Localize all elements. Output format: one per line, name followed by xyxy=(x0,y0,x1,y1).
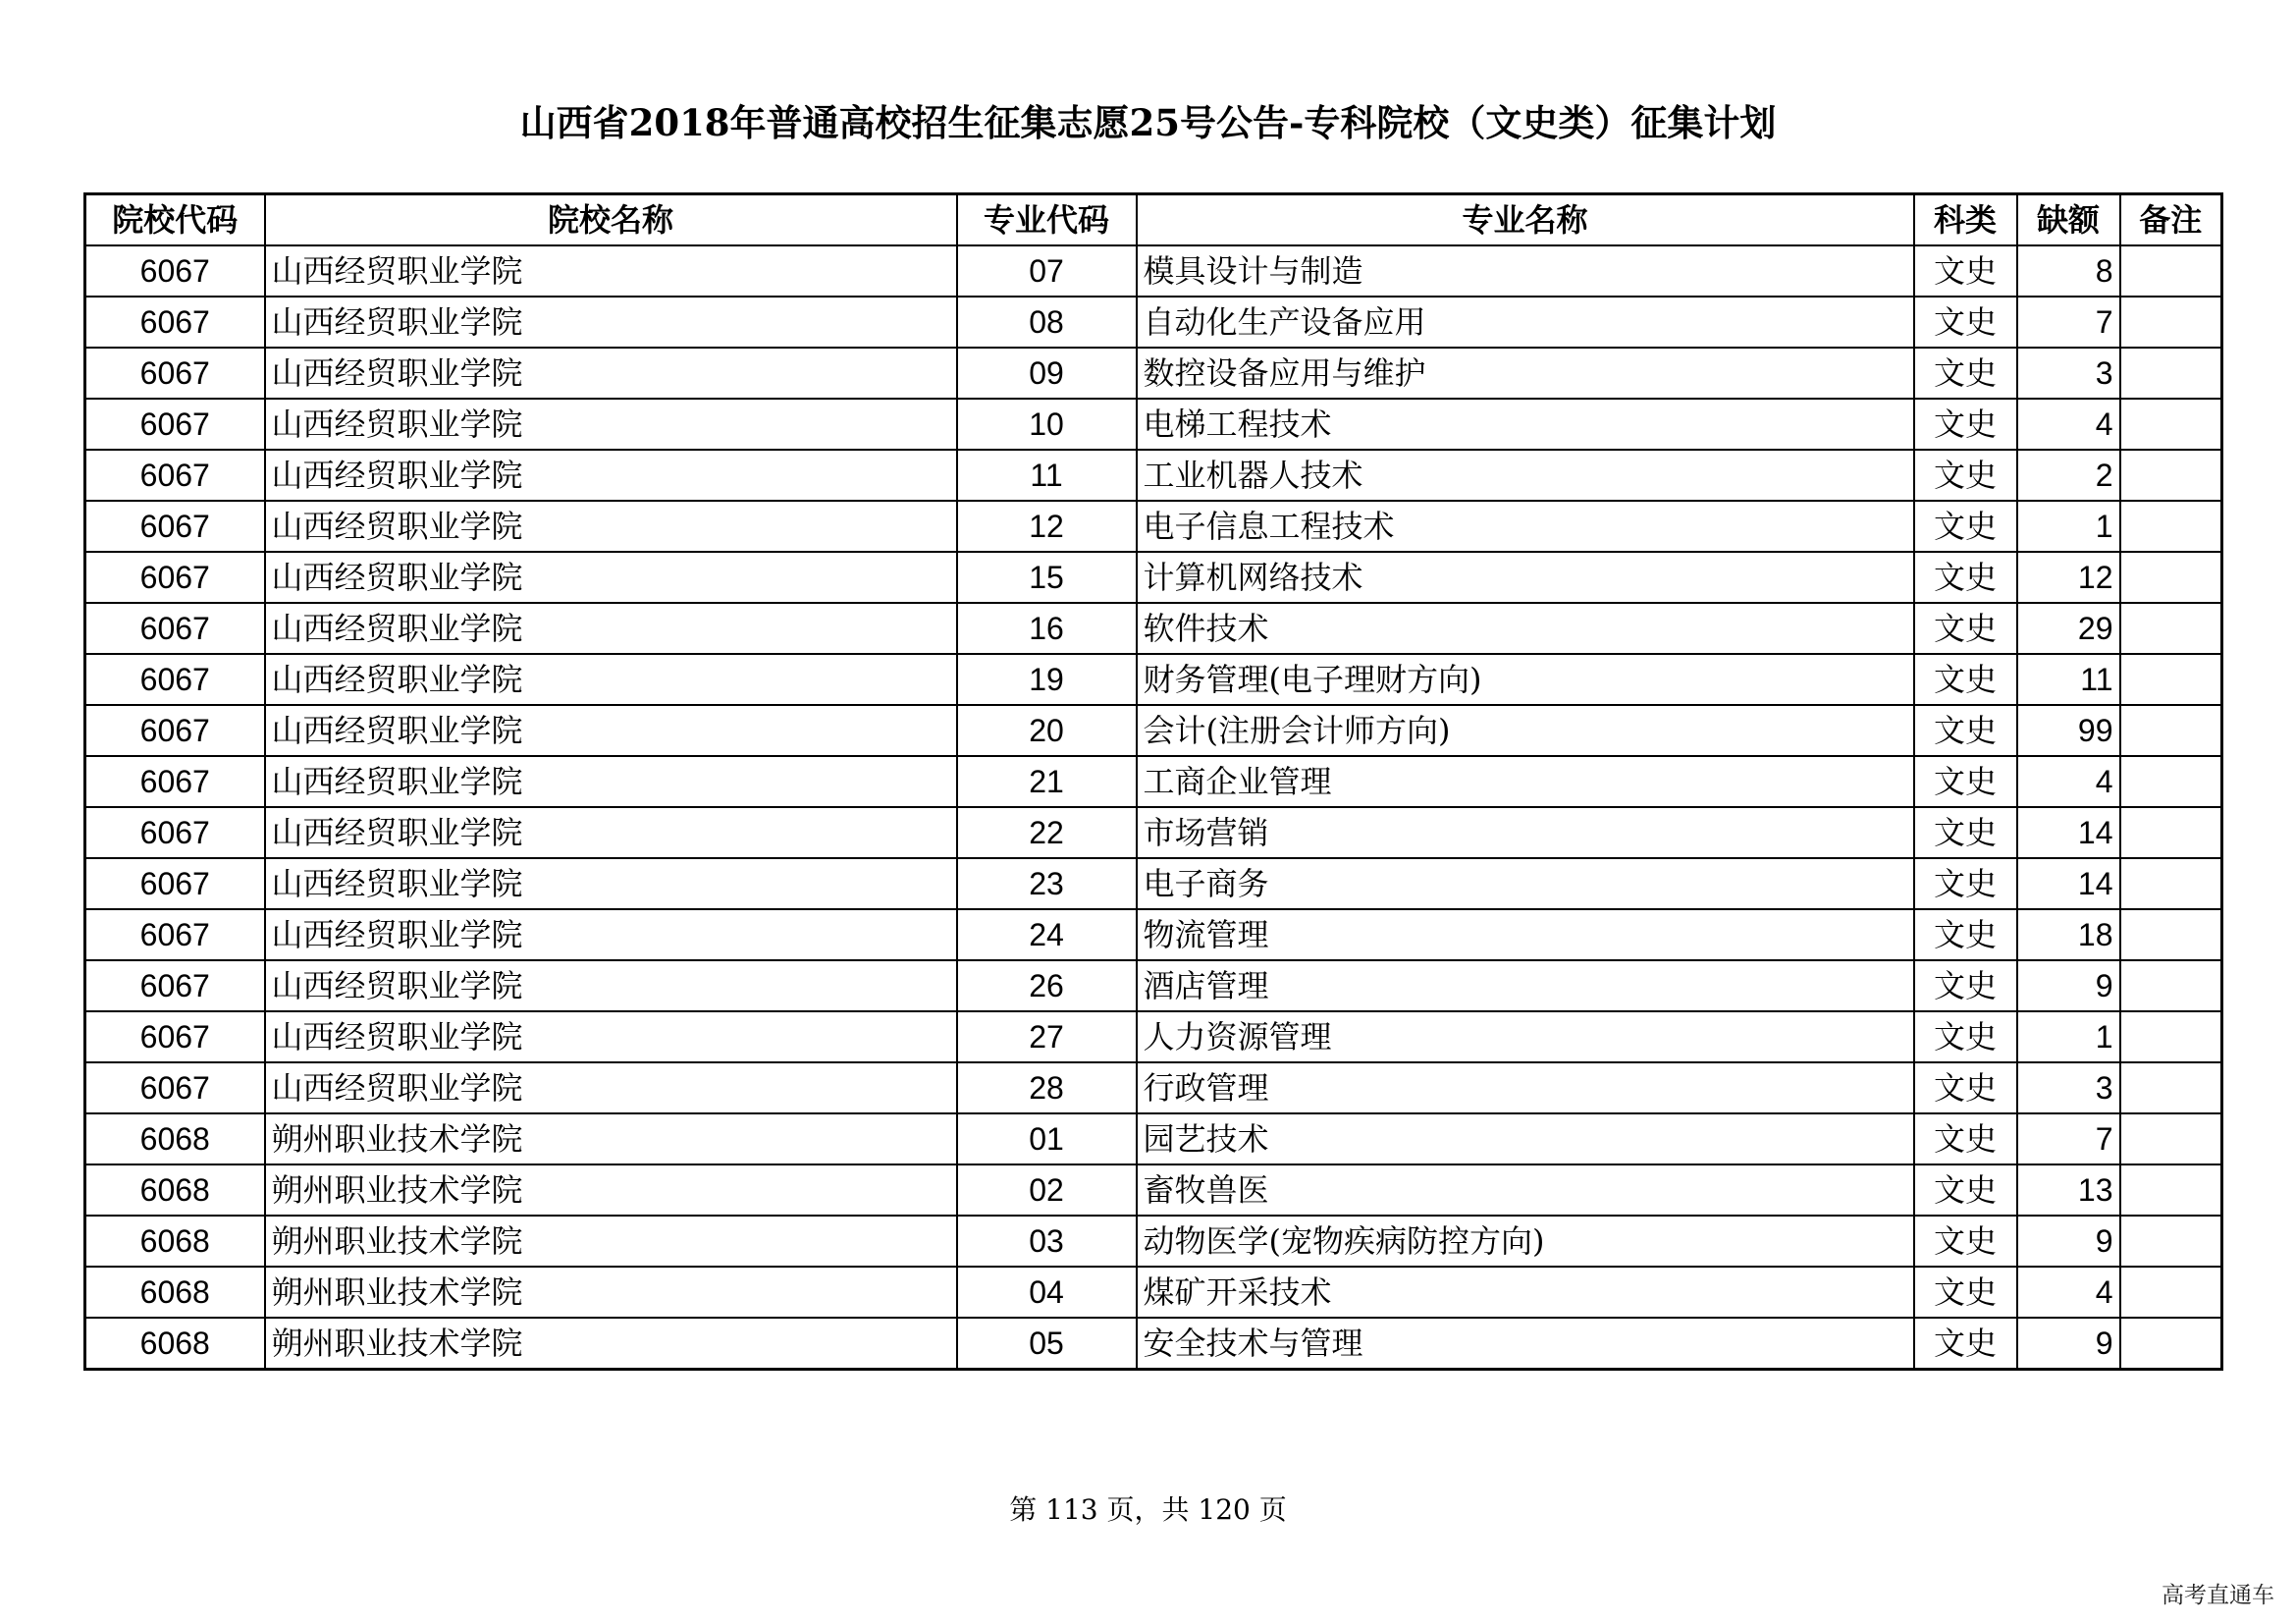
header-school-code: 院校代码 xyxy=(85,194,265,246)
cell-quota: 4 xyxy=(2017,399,2120,450)
cell-note xyxy=(2120,1318,2222,1370)
cell-quota: 1 xyxy=(2017,501,2120,552)
cell-quota: 9 xyxy=(2017,960,2120,1011)
table-row xyxy=(85,450,2222,501)
cell-school-name: 山西经贸职业学院 xyxy=(265,756,957,807)
plan-table xyxy=(83,192,2223,1371)
cell-school-name: 山西经贸职业学院 xyxy=(265,960,957,1011)
cell-quota: 3 xyxy=(2017,1062,2120,1113)
cell-major-code: 07 xyxy=(957,245,1137,297)
cell-school-name: 山西经贸职业学院 xyxy=(265,909,957,960)
cell-category: 文史 xyxy=(1914,501,2017,552)
cell-quota: 9 xyxy=(2017,1216,2120,1267)
cell-note xyxy=(2120,603,2222,654)
cell-school-code: 6067 xyxy=(85,960,265,1011)
cell-school-name: 山西经贸职业学院 xyxy=(265,348,957,399)
cell-category: 文史 xyxy=(1914,705,2017,756)
cell-major-name: 物流管理 xyxy=(1137,909,1914,960)
table-header-row xyxy=(85,194,2222,246)
cell-school-name: 山西经贸职业学院 xyxy=(265,245,957,297)
cell-category: 文史 xyxy=(1914,1318,2017,1370)
cell-school-code: 6067 xyxy=(85,245,265,297)
table-row xyxy=(85,245,2222,297)
cell-note xyxy=(2120,858,2222,909)
cell-major-name: 园艺技术 xyxy=(1137,1113,1914,1164)
cell-note xyxy=(2120,245,2222,297)
table-row xyxy=(85,603,2222,654)
cell-major-name: 软件技术 xyxy=(1137,603,1914,654)
cell-note xyxy=(2120,705,2222,756)
cell-note xyxy=(2120,1113,2222,1164)
cell-quota: 9 xyxy=(2017,1318,2120,1370)
cell-major-code: 16 xyxy=(957,603,1137,654)
cell-quota: 99 xyxy=(2017,705,2120,756)
cell-category: 文史 xyxy=(1914,1164,2017,1216)
cell-note xyxy=(2120,1267,2222,1318)
cell-category: 文史 xyxy=(1914,1011,2017,1062)
cell-category: 文史 xyxy=(1914,858,2017,909)
cell-major-name: 数控设备应用与维护 xyxy=(1137,348,1914,399)
cell-quota: 4 xyxy=(2017,756,2120,807)
cell-major-code: 04 xyxy=(957,1267,1137,1318)
cell-category: 文史 xyxy=(1914,807,2017,858)
cell-major-code: 05 xyxy=(957,1318,1137,1370)
table-body xyxy=(85,245,2222,1370)
cell-major-name: 畜牧兽医 xyxy=(1137,1164,1914,1216)
cell-quota: 1 xyxy=(2017,1011,2120,1062)
cell-category: 文史 xyxy=(1914,909,2017,960)
table-row xyxy=(85,654,2222,705)
cell-category: 文史 xyxy=(1914,1062,2017,1113)
table-row xyxy=(85,807,2222,858)
cell-category: 文史 xyxy=(1914,1267,2017,1318)
cell-category: 文史 xyxy=(1914,756,2017,807)
table-row xyxy=(85,1216,2222,1267)
cell-category: 文史 xyxy=(1914,450,2017,501)
cell-school-code: 6068 xyxy=(85,1318,265,1370)
cell-note xyxy=(2120,909,2222,960)
cell-note xyxy=(2120,399,2222,450)
cell-note xyxy=(2120,1216,2222,1267)
cell-major-name: 自动化生产设备应用 xyxy=(1137,297,1914,348)
cell-school-code: 6067 xyxy=(85,450,265,501)
cell-quota: 7 xyxy=(2017,297,2120,348)
cell-school-code: 6067 xyxy=(85,705,265,756)
cell-school-name: 山西经贸职业学院 xyxy=(265,1011,957,1062)
cell-major-name: 工业机器人技术 xyxy=(1137,450,1914,501)
cell-school-code: 6067 xyxy=(85,756,265,807)
header-quota: 缺额 xyxy=(2017,194,2120,246)
table-row xyxy=(85,552,2222,603)
cell-major-name: 安全技术与管理 xyxy=(1137,1318,1914,1370)
cell-school-code: 6067 xyxy=(85,297,265,348)
cell-major-name: 模具设计与制造 xyxy=(1137,245,1914,297)
cell-major-code: 22 xyxy=(957,807,1137,858)
cell-category: 文史 xyxy=(1914,552,2017,603)
cell-major-code: 03 xyxy=(957,1216,1137,1267)
cell-major-code: 23 xyxy=(957,858,1137,909)
cell-major-code: 26 xyxy=(957,960,1137,1011)
table-row xyxy=(85,960,2222,1011)
cell-school-name: 山西经贸职业学院 xyxy=(265,297,957,348)
cell-school-code: 6067 xyxy=(85,807,265,858)
table-row xyxy=(85,1164,2222,1216)
cell-note xyxy=(2120,960,2222,1011)
cell-school-name: 朔州职业技术学院 xyxy=(265,1164,957,1216)
cell-quota: 7 xyxy=(2017,1113,2120,1164)
table-row xyxy=(85,1318,2222,1370)
cell-school-code: 6067 xyxy=(85,909,265,960)
table-row xyxy=(85,909,2222,960)
cell-major-name: 人力资源管理 xyxy=(1137,1011,1914,1062)
cell-category: 文史 xyxy=(1914,654,2017,705)
table-row xyxy=(85,348,2222,399)
cell-major-code: 20 xyxy=(957,705,1137,756)
cell-major-code: 12 xyxy=(957,501,1137,552)
watermark-text: 高考直通车 xyxy=(2162,1583,2274,1608)
cell-major-name: 电梯工程技术 xyxy=(1137,399,1914,450)
cell-major-name: 计算机网络技术 xyxy=(1137,552,1914,603)
cell-category: 文史 xyxy=(1914,399,2017,450)
cell-note xyxy=(2120,756,2222,807)
header-category: 科类 xyxy=(1914,194,2017,246)
cell-note xyxy=(2120,552,2222,603)
cell-major-code: 19 xyxy=(957,654,1137,705)
cell-school-name: 山西经贸职业学院 xyxy=(265,705,957,756)
cell-note xyxy=(2120,1062,2222,1113)
cell-school-name: 山西经贸职业学院 xyxy=(265,603,957,654)
cell-quota: 2 xyxy=(2017,450,2120,501)
cell-note xyxy=(2120,654,2222,705)
cell-major-code: 02 xyxy=(957,1164,1137,1216)
table-row xyxy=(85,858,2222,909)
cell-school-code: 6067 xyxy=(85,399,265,450)
cell-major-code: 28 xyxy=(957,1062,1137,1113)
cell-school-name: 山西经贸职业学院 xyxy=(265,501,957,552)
cell-note xyxy=(2120,297,2222,348)
cell-note xyxy=(2120,807,2222,858)
cell-major-name: 动物医学(宠物疾病防控方向) xyxy=(1137,1216,1914,1267)
cell-school-name: 山西经贸职业学院 xyxy=(265,654,957,705)
header-note: 备注 xyxy=(2120,194,2222,246)
cell-quota: 8 xyxy=(2017,245,2120,297)
cell-major-code: 01 xyxy=(957,1113,1137,1164)
cell-quota: 18 xyxy=(2017,909,2120,960)
table-row xyxy=(85,756,2222,807)
cell-school-name: 朔州职业技术学院 xyxy=(265,1216,957,1267)
cell-quota: 3 xyxy=(2017,348,2120,399)
cell-school-name: 朔州职业技术学院 xyxy=(265,1267,957,1318)
cell-major-code: 15 xyxy=(957,552,1137,603)
cell-major-name: 行政管理 xyxy=(1137,1062,1914,1113)
cell-major-name: 酒店管理 xyxy=(1137,960,1914,1011)
cell-school-name: 朔州职业技术学院 xyxy=(265,1318,957,1370)
cell-major-code: 09 xyxy=(957,348,1137,399)
cell-quota: 12 xyxy=(2017,552,2120,603)
cell-quota: 13 xyxy=(2017,1164,2120,1216)
cell-major-code: 27 xyxy=(957,1011,1137,1062)
cell-school-code: 6067 xyxy=(85,858,265,909)
cell-school-name: 山西经贸职业学院 xyxy=(265,552,957,603)
cell-school-name: 山西经贸职业学院 xyxy=(265,1062,957,1113)
cell-quota: 14 xyxy=(2017,807,2120,858)
table-row xyxy=(85,501,2222,552)
header-major-code: 专业代码 xyxy=(957,194,1137,246)
table-row xyxy=(85,1011,2222,1062)
cell-major-code: 24 xyxy=(957,909,1137,960)
header-major-name: 专业名称 xyxy=(1137,194,1914,246)
cell-note xyxy=(2120,1011,2222,1062)
cell-major-code: 08 xyxy=(957,297,1137,348)
cell-school-code: 6067 xyxy=(85,501,265,552)
cell-category: 文史 xyxy=(1914,960,2017,1011)
page-title: 山西省2018年普通高校招生征集志愿25号公告-专科院校（文史类）征集计划 xyxy=(519,101,1777,144)
cell-school-code: 6068 xyxy=(85,1164,265,1216)
cell-school-code: 6068 xyxy=(85,1216,265,1267)
page-footer: 第 113 页，共 120 页 xyxy=(1009,1493,1287,1526)
cell-note xyxy=(2120,450,2222,501)
cell-category: 文史 xyxy=(1914,1113,2017,1164)
cell-major-name: 电子商务 xyxy=(1137,858,1914,909)
cell-major-code: 10 xyxy=(957,399,1137,450)
cell-school-name: 山西经贸职业学院 xyxy=(265,858,957,909)
cell-category: 文史 xyxy=(1914,297,2017,348)
cell-school-code: 6067 xyxy=(85,1011,265,1062)
cell-school-code: 6067 xyxy=(85,654,265,705)
table-row xyxy=(85,1113,2222,1164)
cell-major-name: 电子信息工程技术 xyxy=(1137,501,1914,552)
cell-category: 文史 xyxy=(1914,1216,2017,1267)
header-school-name: 院校名称 xyxy=(265,194,957,246)
cell-major-name: 财务管理(电子理财方向) xyxy=(1137,654,1914,705)
cell-category: 文史 xyxy=(1914,603,2017,654)
cell-school-name: 山西经贸职业学院 xyxy=(265,807,957,858)
cell-school-code: 6068 xyxy=(85,1113,265,1164)
cell-school-name: 朔州职业技术学院 xyxy=(265,1113,957,1164)
cell-major-code: 11 xyxy=(957,450,1137,501)
cell-school-name: 山西经贸职业学院 xyxy=(265,450,957,501)
cell-category: 文史 xyxy=(1914,245,2017,297)
cell-note xyxy=(2120,1164,2222,1216)
cell-school-code: 6067 xyxy=(85,552,265,603)
table-row xyxy=(85,297,2222,348)
table-row xyxy=(85,1267,2222,1318)
cell-major-name: 煤矿开采技术 xyxy=(1137,1267,1914,1318)
cell-major-name: 工商企业管理 xyxy=(1137,756,1914,807)
cell-note xyxy=(2120,348,2222,399)
cell-major-name: 会计(注册会计师方向) xyxy=(1137,705,1914,756)
cell-category: 文史 xyxy=(1914,348,2017,399)
cell-school-code: 6067 xyxy=(85,603,265,654)
table-row xyxy=(85,399,2222,450)
table-row xyxy=(85,1062,2222,1113)
cell-quota: 29 xyxy=(2017,603,2120,654)
cell-major-name: 市场营销 xyxy=(1137,807,1914,858)
cell-quota: 14 xyxy=(2017,858,2120,909)
cell-quota: 4 xyxy=(2017,1267,2120,1318)
cell-school-code: 6068 xyxy=(85,1267,265,1318)
cell-note xyxy=(2120,501,2222,552)
cell-school-code: 6067 xyxy=(85,348,265,399)
table-row xyxy=(85,705,2222,756)
cell-major-code: 21 xyxy=(957,756,1137,807)
cell-quota: 11 xyxy=(2017,654,2120,705)
cell-school-name: 山西经贸职业学院 xyxy=(265,399,957,450)
cell-school-code: 6067 xyxy=(85,1062,265,1113)
